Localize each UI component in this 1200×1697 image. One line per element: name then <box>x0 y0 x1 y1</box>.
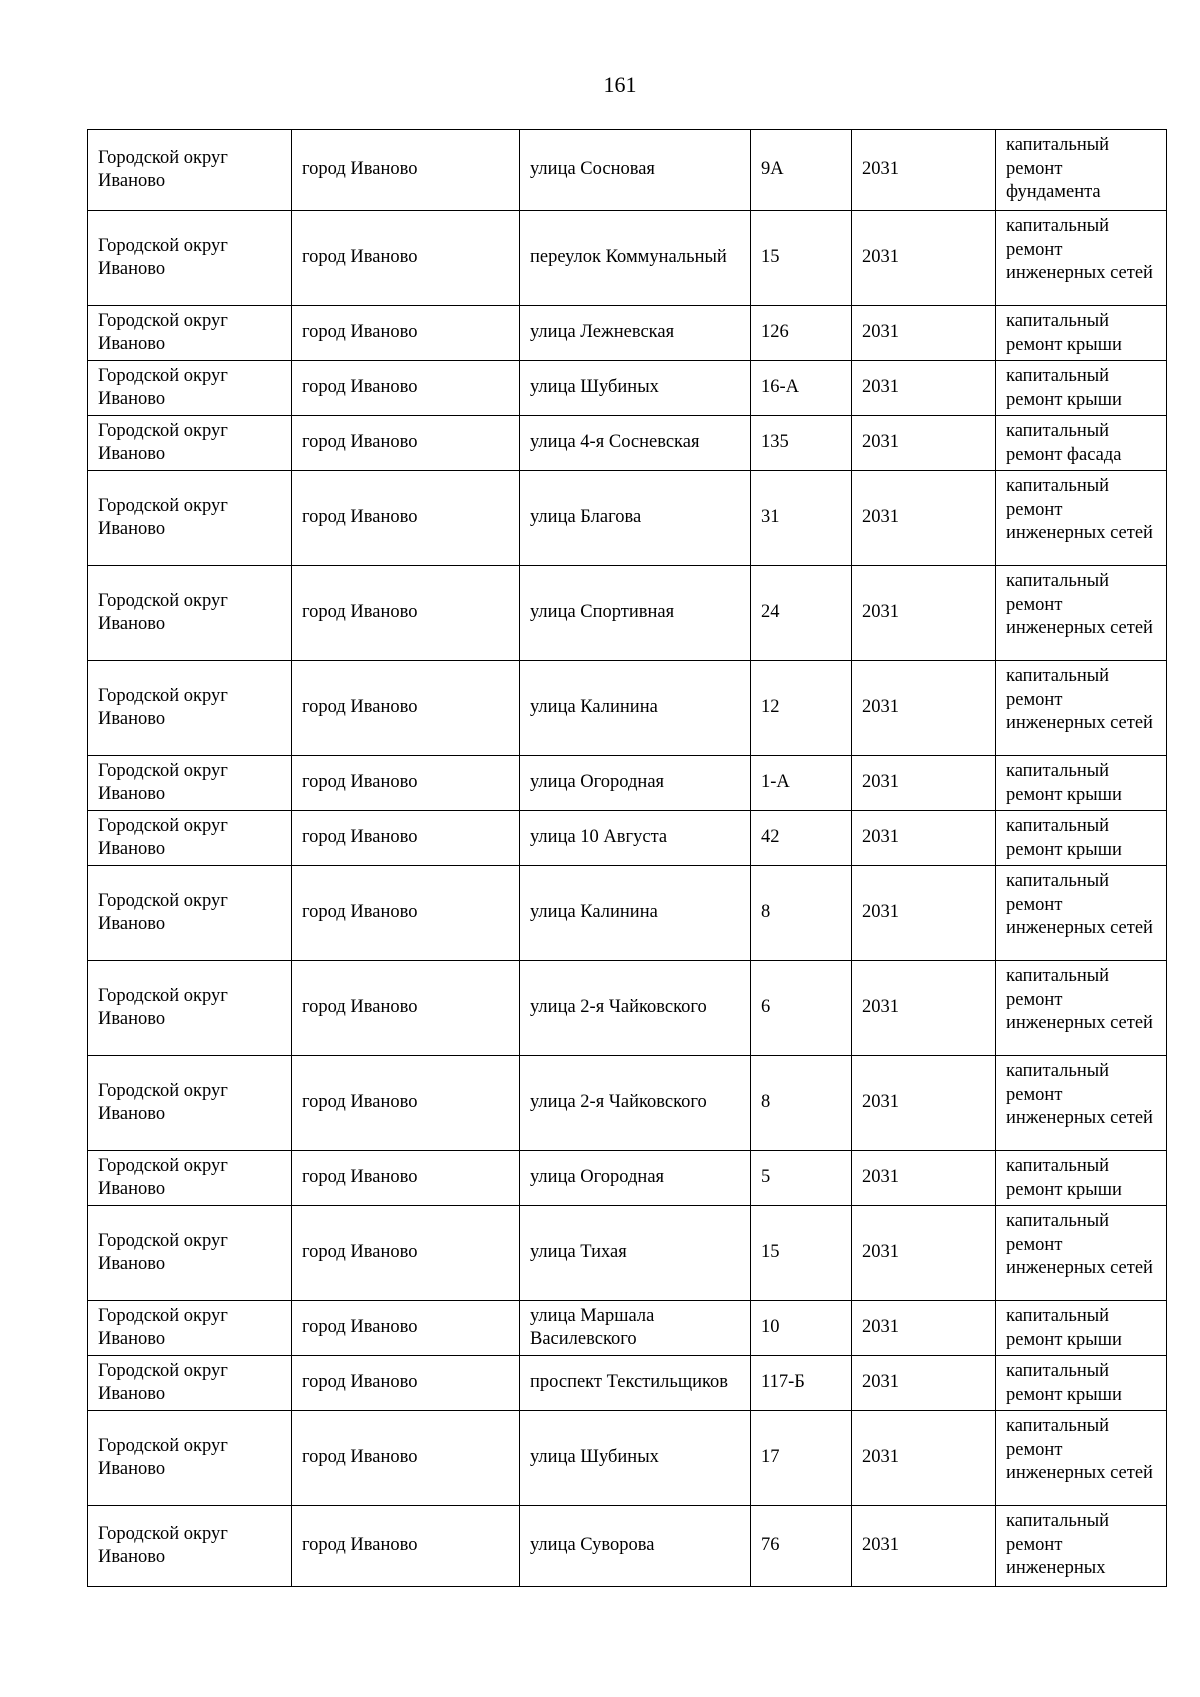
cell-house: 42 <box>751 811 852 866</box>
cell-work-type: капитальный ремонт инженерных сетей <box>996 471 1167 566</box>
cell-settlement: город Иваново <box>292 361 520 416</box>
table-row <box>88 1056 1167 1151</box>
cell-street: улица 4-я Сосневская <box>520 416 751 471</box>
cell-settlement: город Иваново <box>292 1056 520 1151</box>
cell-year: 2031 <box>852 1356 996 1411</box>
cell-work-type: капитальный ремонт крыши <box>996 811 1167 866</box>
cell-year: 2031 <box>852 416 996 471</box>
cell-house: 135 <box>751 416 852 471</box>
cell-house: 16-А <box>751 361 852 416</box>
table-row <box>88 756 1167 811</box>
cell-house: 8 <box>751 1056 852 1151</box>
cell-work-type: капитальный ремонт крыши <box>996 306 1167 361</box>
cell-year: 2031 <box>852 471 996 566</box>
cell-work-type: капитальный ремонт инженерных сетей <box>996 211 1167 306</box>
cell-house: 15 <box>751 1206 852 1301</box>
table-row <box>88 471 1167 566</box>
cell-settlement: город Иваново <box>292 866 520 961</box>
cell-house: 76 <box>751 1506 852 1587</box>
cell-work-type: капитальный ремонт инженерных сетей <box>996 1206 1167 1301</box>
cell-settlement: город Иваново <box>292 1356 520 1411</box>
cell-street: улица Лежневская <box>520 306 751 361</box>
cell-work-type: капитальный ремонт крыши <box>996 1356 1167 1411</box>
table-row <box>88 1356 1167 1411</box>
cell-settlement: город Иваново <box>292 211 520 306</box>
cell-district: Городской округ Иваново <box>88 1356 292 1411</box>
cell-district: Городской округ Иваново <box>88 1506 292 1587</box>
cell-street: улица Шубиных <box>520 361 751 416</box>
cell-district: Городской округ Иваново <box>88 471 292 566</box>
cell-house: 117-Б <box>751 1356 852 1411</box>
cell-year: 2031 <box>852 1506 996 1587</box>
cell-settlement: город Иваново <box>292 811 520 866</box>
cell-district: Городской округ Иваново <box>88 1411 292 1506</box>
cell-street: улица 2-я Чайковского <box>520 961 751 1056</box>
cell-house: 8 <box>751 866 852 961</box>
cell-year: 2031 <box>852 661 996 756</box>
repair-schedule-table <box>87 129 1167 1587</box>
table-row <box>88 661 1167 756</box>
cell-district: Городской округ Иваново <box>88 566 292 661</box>
cell-year: 2031 <box>852 1056 996 1151</box>
cell-district: Городской округ Иваново <box>88 1301 292 1356</box>
cell-house: 1-А <box>751 756 852 811</box>
cell-settlement: город Иваново <box>292 1506 520 1587</box>
cell-district: Городской округ Иваново <box>88 756 292 811</box>
cell-street: проспект Текстильщиков <box>520 1356 751 1411</box>
cell-district: Городской округ Иваново <box>88 361 292 416</box>
cell-year: 2031 <box>852 1151 996 1206</box>
cell-house: 5 <box>751 1151 852 1206</box>
cell-settlement: город Иваново <box>292 471 520 566</box>
cell-district: Городской округ Иваново <box>88 1151 292 1206</box>
cell-work-type: капитальный ремонт фасада <box>996 416 1167 471</box>
cell-settlement: город Иваново <box>292 306 520 361</box>
cell-district: Городской округ Иваново <box>88 661 292 756</box>
cell-street: улица Суворова <box>520 1506 751 1587</box>
cell-street: улица Тихая <box>520 1206 751 1301</box>
cell-house: 6 <box>751 961 852 1056</box>
table-row <box>88 211 1167 306</box>
cell-settlement: город Иваново <box>292 1151 520 1206</box>
cell-year: 2031 <box>852 1301 996 1356</box>
cell-year: 2031 <box>852 361 996 416</box>
cell-work-type: капитальный ремонт инженерных сетей <box>996 566 1167 661</box>
cell-work-type: капитальный ремонт инженерных сетей <box>996 961 1167 1056</box>
cell-settlement: город Иваново <box>292 961 520 1056</box>
cell-work-type: капитальный ремонт инженерных сетей <box>996 661 1167 756</box>
cell-settlement: город Иваново <box>292 1411 520 1506</box>
cell-year: 2031 <box>852 961 996 1056</box>
cell-district: Городской округ Иваново <box>88 1206 292 1301</box>
cell-work-type: капитальный ремонт инженерных сетей <box>996 1056 1167 1151</box>
cell-street: улица 10 Августа <box>520 811 751 866</box>
cell-house: 24 <box>751 566 852 661</box>
cell-work-type: капитальный ремонт инженерных <box>996 1506 1167 1587</box>
cell-street: улица Сосновая <box>520 130 751 211</box>
cell-street: улица Огородная <box>520 1151 751 1206</box>
cell-settlement: город Иваново <box>292 566 520 661</box>
cell-settlement: город Иваново <box>292 416 520 471</box>
table-row <box>88 866 1167 961</box>
cell-house: 126 <box>751 306 852 361</box>
cell-settlement: город Иваново <box>292 1206 520 1301</box>
cell-settlement: город Иваново <box>292 130 520 211</box>
table-row <box>88 566 1167 661</box>
cell-street: улица 2-я Чайковского <box>520 1056 751 1151</box>
table-row <box>88 416 1167 471</box>
cell-year: 2031 <box>852 306 996 361</box>
cell-house: 12 <box>751 661 852 756</box>
cell-house: 17 <box>751 1411 852 1506</box>
table-row <box>88 811 1167 866</box>
cell-district: Городской округ Иваново <box>88 130 292 211</box>
cell-work-type: капитальный ремонт крыши <box>996 756 1167 811</box>
table-row <box>88 1151 1167 1206</box>
cell-street: улица Шубиных <box>520 1411 751 1506</box>
cell-street: переулок Коммунальный <box>520 211 751 306</box>
cell-house: 31 <box>751 471 852 566</box>
cell-year: 2031 <box>852 211 996 306</box>
cell-work-type: капитальный ремонт инженерных сетей <box>996 866 1167 961</box>
table-row <box>88 1411 1167 1506</box>
cell-street: улица Спортивная <box>520 566 751 661</box>
cell-work-type: капитальный ремонт крыши <box>996 1301 1167 1356</box>
cell-district: Городской округ Иваново <box>88 1056 292 1151</box>
cell-street: улица Маршала Василевского <box>520 1301 751 1356</box>
table-row <box>88 1301 1167 1356</box>
cell-work-type: капитальный ремонт крыши <box>996 361 1167 416</box>
cell-year: 2031 <box>852 1206 996 1301</box>
table-row <box>88 1206 1167 1301</box>
cell-house: 10 <box>751 1301 852 1356</box>
cell-house: 9А <box>751 130 852 211</box>
cell-house: 15 <box>751 211 852 306</box>
cell-district: Городской округ Иваново <box>88 961 292 1056</box>
cell-year: 2031 <box>852 756 996 811</box>
cell-work-type: капитальный ремонт крыши <box>996 1151 1167 1206</box>
cell-district: Городской округ Иваново <box>88 306 292 361</box>
cell-street: улица Калинина <box>520 661 751 756</box>
cell-street: улица Огородная <box>520 756 751 811</box>
cell-settlement: город Иваново <box>292 1301 520 1356</box>
cell-settlement: город Иваново <box>292 756 520 811</box>
cell-district: Городской округ Иваново <box>88 811 292 866</box>
cell-work-type: капитальный ремонт фундамента <box>996 130 1167 211</box>
cell-year: 2031 <box>852 866 996 961</box>
cell-year: 2031 <box>852 566 996 661</box>
table-row <box>88 1506 1167 1587</box>
cell-settlement: город Иваново <box>292 661 520 756</box>
table-row <box>88 306 1167 361</box>
page-number: 161 <box>603 72 637 97</box>
cell-year: 2031 <box>852 1411 996 1506</box>
table-row <box>88 130 1167 211</box>
table-row <box>88 361 1167 416</box>
cell-district: Городской округ Иваново <box>88 866 292 961</box>
cell-year: 2031 <box>852 130 996 211</box>
cell-year: 2031 <box>852 811 996 866</box>
cell-street: улица Благова <box>520 471 751 566</box>
table-row <box>88 961 1167 1056</box>
cell-street: улица Калинина <box>520 866 751 961</box>
table-body <box>88 130 1167 1587</box>
cell-work-type: капитальный ремонт инженерных сетей <box>996 1411 1167 1506</box>
cell-district: Городской округ Иваново <box>88 416 292 471</box>
cell-district: Городской округ Иваново <box>88 211 292 306</box>
